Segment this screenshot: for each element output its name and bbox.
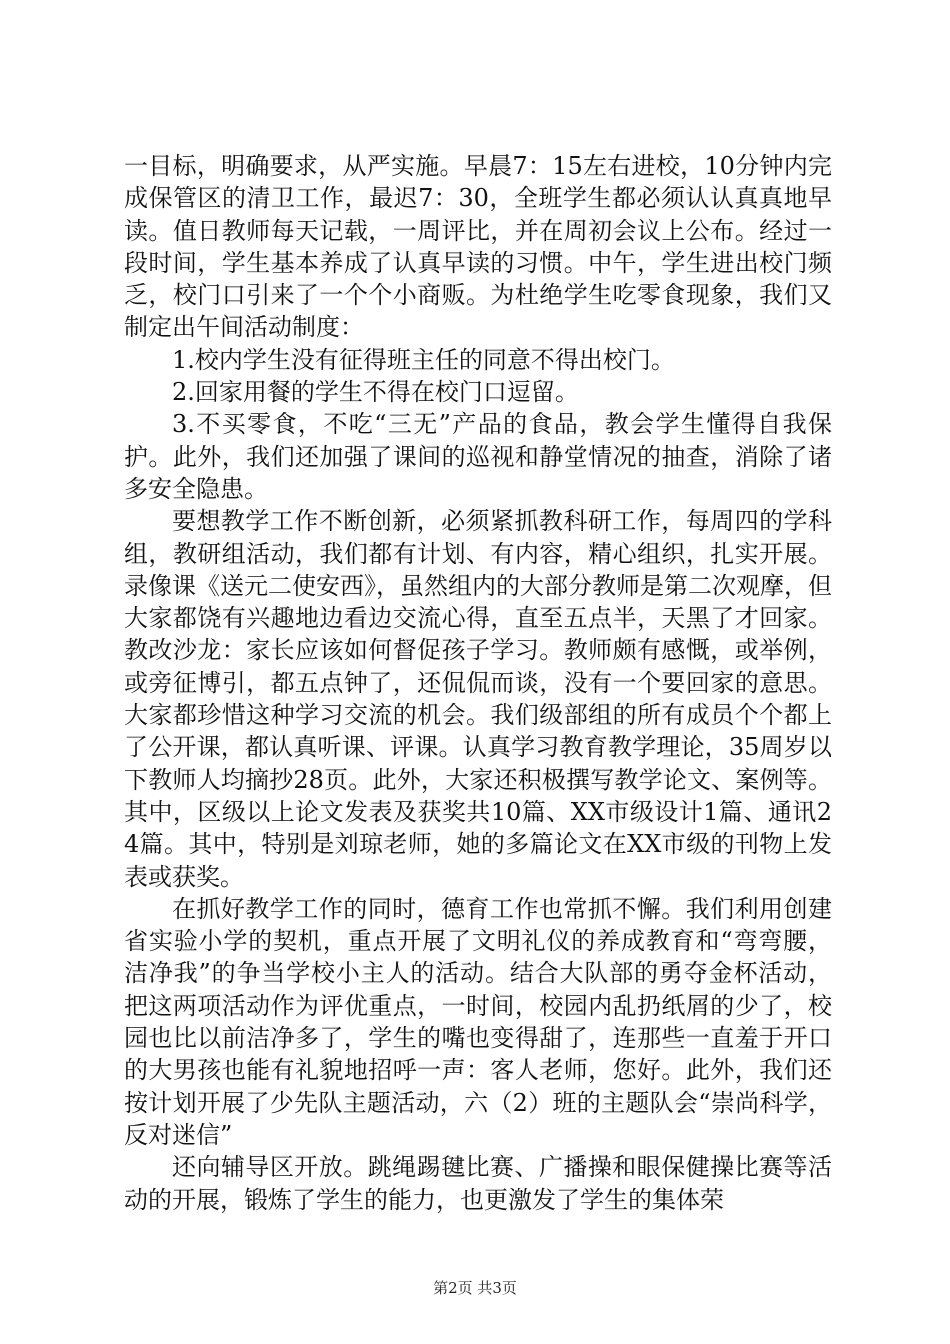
page-footer: 第2页 共3页 <box>433 1279 517 1297</box>
paragraph-3: 2.回家用餐的学生不得在校门口逗留。 <box>172 378 579 407</box>
paragraph-5: 要想教学工作不断创新，必须紧抓教科研工作，每周四的学科组，教研组活动，我们都有计划、有内容，精心组织，扎实开展。录像课《送元二使安西》，虽然组内的大部分教师是第二次观摩，但大家都饶有兴趣地边看边交流心得，直至五点半，天黑了才回家。教改沙龙：家长应该如何督促孩子学习。教师颇有感慨，或举例，或旁征博引，都五点钟了，还侃侃而谈，没有一个要回家的意思。大家都珍惜这种学习交流的机会。我们级部组的所有成员个个都上了公开课，都认真听课、评课。认真学习教育教学理论，35周岁以下教师人均摘抄28页。此外，大家还积极撰写教学论文、案例等。其中，区级以上论文发表及获奖共10篇、XX市级设计1篇、通讯24篇。其中，特别是刘琼老师，她的多篇论文在XX市级的刊物上发表或获奖。 <box>124 507 832 891</box>
paragraph-4: 3.不买零食，不吃“三无”产品的食品，教会学生懂得自我保护。此外，我们还加强了课间的巡视和静堂情况的抽查，消除了诸多安全隐患。 <box>124 410 832 503</box>
paragraph-6: 在抓好教学工作的同时，德育工作也常抓不懈。我们利用创建省实验小学的契机，重点开展了文明礼仪的养成教育和“弯弯腰，洁净我”的争当学校小主人的活动。结合大队部的勇夺金杯活动，把这两项活动作为评优重点，一时间，校园内乱扔纸屑的少了，校园也比以前洁净多了，学生的嘴也变得甜了，连那些一直羞于开口的大男孩也能有礼貌地招呼一声：客人老师，您好。此外，我们还按计划开展了少先队主题活动，六（2）班的主题队会“崇尚科学，反对迷信” <box>124 894 832 1149</box>
document-body <box>124 150 832 1216</box>
paragraph-1: 一目标，明确要求，从严实施。早晨7：15左右进校，10分钟内完成保管区的清卫工作，最迟7：30，全班学生都必须认认真真地早读。值日教师每天记载，一周评比，并在周初会议上公布。经过一段时间，学生基本养成了认真早读的习惯。中午，学生进出校门频乏，校门口引来了一个个小商贩。为杜绝学生吃零食现象，我们又制定出午间活动制度： <box>124 152 832 342</box>
paragraph-7: 还向辅导区开放。跳绳踢毽比赛、广播操和眼保健操比赛等活动的开展，锻炼了学生的能力，也更激发了学生的集体荣 <box>124 1153 832 1214</box>
paragraph-2: 1.校内学生没有征得班主任的同意不得出校门。 <box>172 345 675 374</box>
